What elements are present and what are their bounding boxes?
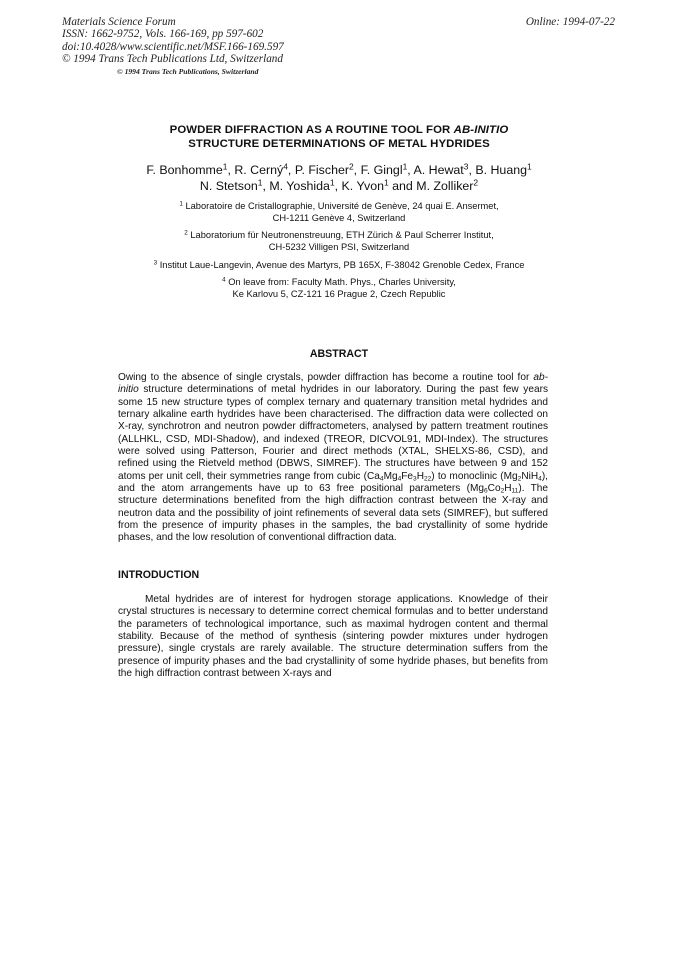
author-name: M. Yoshida <box>269 178 330 193</box>
author-name: K. Yvon <box>341 178 385 193</box>
introduction-heading: INTRODUCTION <box>118 569 200 581</box>
doi-line: doi:10.4028/www.scientific.net/MSF.166-169.597 <box>62 40 284 53</box>
affiliation-4: $^4$ On leave from: Faculty Math. Phys., Charles University, Ke Karlovu 5, CZ-121 16 Prague 2, Czech Republic <box>222 276 456 299</box>
author-affil: 2 <box>348 161 354 172</box>
title-line-2: STRUCTURE DETERMINATIONS OF METAL HYDRIDES <box>188 138 490 150</box>
journal-header <box>62 16 284 65</box>
author-name: P. Fischer <box>294 163 349 177</box>
author-affil: 1 <box>402 161 408 172</box>
introduction-body <box>118 594 548 680</box>
issn-line: ISSN: 1662-9752, Vols. 166-169, pp 597-602 <box>62 28 264 41</box>
affil-number: 2 <box>184 229 188 237</box>
affil-number: 1 <box>179 200 183 208</box>
author-line-2: N. Stetson$^1$, M. Yoshida$^1$, K. Yvon$^1$ and M. Zolliker$^2$ <box>199 177 479 193</box>
author-affil: 1 <box>222 161 228 172</box>
author-affil: 1 <box>329 177 335 188</box>
abstract-heading: ABSTRACT <box>309 348 369 360</box>
author-affil: 1 <box>257 177 263 188</box>
author-name: M. Zolliker <box>416 178 474 193</box>
author-list <box>0 163 678 195</box>
author-name: F. Bonhomme <box>146 163 223 177</box>
formula-mg2nih4: $Mg_2NiH_4$ <box>503 470 542 483</box>
paper-title <box>0 123 678 151</box>
author-name: F. Gingl <box>360 163 403 177</box>
author-line-1: F. Bonhomme$^1$, R. Cerný$^4$, P. Fischer$^2$, F. Gingl$^1$, A. Hewat$^3$, B. Huang$^1$ <box>146 161 532 177</box>
author-name: B. Huang <box>475 163 527 177</box>
introduction-paragraph: Metal hydrides are of interest for hydrogen storage applications. Knowledge of their crystal structures is necessary to determine correct chemical formulas and to better understand the parameters of technological importance, such as maximal hydrogen content and thermal stability. Because of the method of synthesis (sintering powder mixtures under hydrogen pressure), single crystals are rarely available. The structure determination suffers from the presence of impurity phases and the bad crystallinity of some hydride phases, but benefits from the high diffraction contrast between X-rays and <box>118 594 548 680</box>
author-name: N. Stetson <box>199 178 258 193</box>
author-affil: 3 <box>463 161 469 172</box>
author-affil: 2 <box>473 177 479 188</box>
affil-number: 3 <box>153 259 158 267</box>
author-name: R. Cerný <box>234 163 284 177</box>
title-line-1: POWDER DIFFRACTION AS A ROUTINE TOOL FOR AB-INITIO <box>169 124 509 136</box>
copyright-line: © 1994 Trans Tech Publications Ltd, Switzerland <box>62 52 283 65</box>
copyright-small: © 1994 Trans Tech Publications, Switzerland <box>117 67 259 76</box>
author-affil: 1 <box>527 161 532 172</box>
journal-name: Materials Science Forum <box>62 16 176 28</box>
author-affil: 4 <box>283 161 288 172</box>
formula-ca4mg4fe3h22: $Ca_4Mg_4Fe_3H_{22}$ <box>367 470 432 483</box>
abstract-body: Owing to the absence of single crystals, powder diffraction has become a routine tool for ab-initio structure determinations of metal hydrides in our laboratory. During the past few years some 15 new structure types of complex ternary and quaternary transition metal hydrides and ternary alkaline earth hydrides have been characterised. The diffraction data were collected on X-ray, synchrotron and neutron powder diffractometers, analysed by pattern treatment routines (ALLHKL, CSD, MDI-Shadow), and indexed (TREOR, DICVOL91, MDI-Index). The structures were solved using Patterson, Fourier and direct methods (XTAL, SHELXS-86, CSD), and refined using the Rietveld method (DBWS, SIMREF). The structures have between 9 and 152 atoms per unit cell, their symmetries range from cubic $(Ca_4Mg_4Fe_3H_{22})$ to monoclinic $(Mg_2NiH_4)$, and the atom arrangements have up to 63 free positional parameters $(Mg_6Co_2H_{11})$. The structure determinations benefited from the high diffraction contrast between the X-ray and neutron data and the possibility of joint refinements of several data sets (SIMREF), but suffered from the presence of impurity phases in the samples, the bad crystallinity of some hydride phases, and the low resolution of conventional diffraction data. <box>118 372 548 544</box>
affiliation-3: $^3$ Institut Laue-Langevin, Avenue des Martyrs, PB 165X, F-38042 Grenoble Cedex, France <box>153 259 525 270</box>
formula-mg6co2h11: $Mg_6Co_2H_{11}$ <box>469 483 519 495</box>
online-date: Online: 1994-07-22 <box>525 16 615 28</box>
author-name: A. Hewat <box>413 163 464 177</box>
author-affil: 1 <box>384 177 389 188</box>
affiliation-2: $^2$ Laboratorium für Neutronenstreuung, ETH Zürich & Paul Scherrer Institut, CH-5232 Villigen PSI, Switzerland <box>184 229 494 252</box>
affil-number: 4 <box>222 276 226 284</box>
affiliation-1: $^1$ Laboratoire de Cristallographie, Université de Genève, 24 quai E. Ansermet, CH-1211 Genève 4, Switzerland <box>179 200 499 223</box>
